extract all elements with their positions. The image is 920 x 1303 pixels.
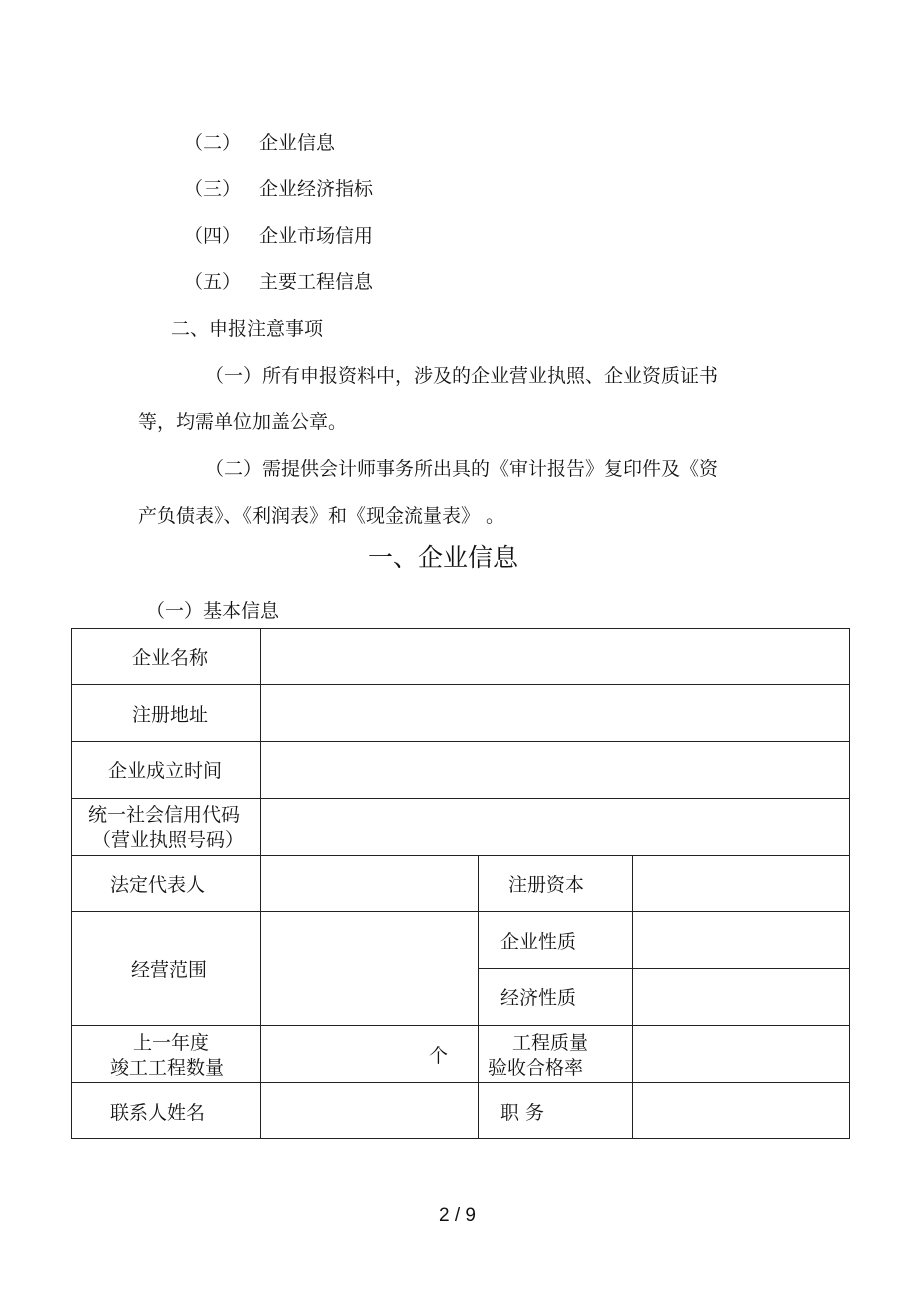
notes-item-1-line-2: 等，均需单位加盖公章。 — [138, 411, 348, 433]
notes-heading: 二、申报注意事项 — [171, 318, 324, 340]
section-title: 一、企业信息 — [368, 543, 519, 572]
toc-num: （五） — [184, 271, 242, 293]
toc-text: 企业市场信用 — [259, 225, 374, 247]
contact-name-field[interactable] — [261, 1083, 478, 1138]
subsection-title: （一）基本信息 — [146, 600, 280, 622]
label-reg-capital: 注册资本 — [508, 874, 585, 896]
toc-text: 主要工程信息 — [259, 271, 374, 293]
label-enterprise-nature: 企业性质 — [500, 931, 577, 953]
label-credit-code: 统一社会信用代码 — [88, 804, 241, 826]
quality-rate-field[interactable] — [633, 1026, 849, 1082]
table-column-line — [478, 855, 479, 1139]
label-quality: 工程质量 — [512, 1032, 589, 1054]
economic-nature-field[interactable] — [633, 969, 849, 1025]
toc-num: （二） — [184, 132, 242, 154]
label-contact-name: 联系人姓名 — [110, 1102, 206, 1124]
label-credit-code-sub: （营业执照号码） — [92, 829, 245, 851]
reg-capital-field[interactable] — [633, 856, 849, 911]
label-quality-sub: 验收合格率 — [488, 1057, 584, 1079]
table-border-line — [849, 628, 850, 1139]
company-name-field[interactable] — [261, 629, 849, 684]
est-time-field[interactable] — [261, 742, 849, 798]
toc-num: （四） — [184, 225, 242, 247]
label-legal-rep: 法定代表人 — [110, 874, 206, 896]
table-border-line — [71, 628, 72, 1139]
label-position: 职 务 — [500, 1102, 545, 1124]
position-field[interactable] — [633, 1083, 849, 1138]
reg-address-field[interactable] — [261, 685, 849, 741]
label-economic-nature: 经济性质 — [500, 987, 577, 1009]
notes-item-1-line-1: （一）所有申报资料中，涉及的企业营业执照、企业资质证书 — [205, 365, 719, 387]
unit-label: 个 — [429, 1045, 449, 1067]
notes-item-2-line-1: （二）需提供会计师事务所出具的《审计报告》复印件及《资 — [205, 458, 719, 480]
toc-num: （三） — [184, 178, 242, 200]
completed-count-field[interactable] — [261, 1026, 421, 1082]
toc-text: 企业经济指标 — [259, 178, 374, 200]
notes-item-2-line-2: 产负债表》、《利润表》和《现金流量表》 。 — [138, 505, 506, 527]
label-completed: 上一年度 — [133, 1032, 210, 1054]
label-reg-address: 注册地址 — [132, 704, 209, 726]
label-business-scope: 经营范围 — [131, 959, 208, 981]
legal-rep-field[interactable] — [261, 856, 478, 911]
business-scope-field[interactable] — [261, 912, 478, 1025]
label-est-time: 企业成立时间 — [108, 760, 223, 782]
enterprise-nature-field[interactable] — [633, 912, 849, 968]
table-border-line — [71, 1138, 850, 1139]
credit-code-field[interactable] — [261, 799, 849, 855]
label-company-name: 企业名称 — [132, 647, 209, 669]
page-number: 2 / 9 — [439, 1205, 476, 1226]
toc-text: 企业信息 — [259, 132, 336, 154]
label-completed-sub: 竣工工程数量 — [110, 1057, 225, 1079]
